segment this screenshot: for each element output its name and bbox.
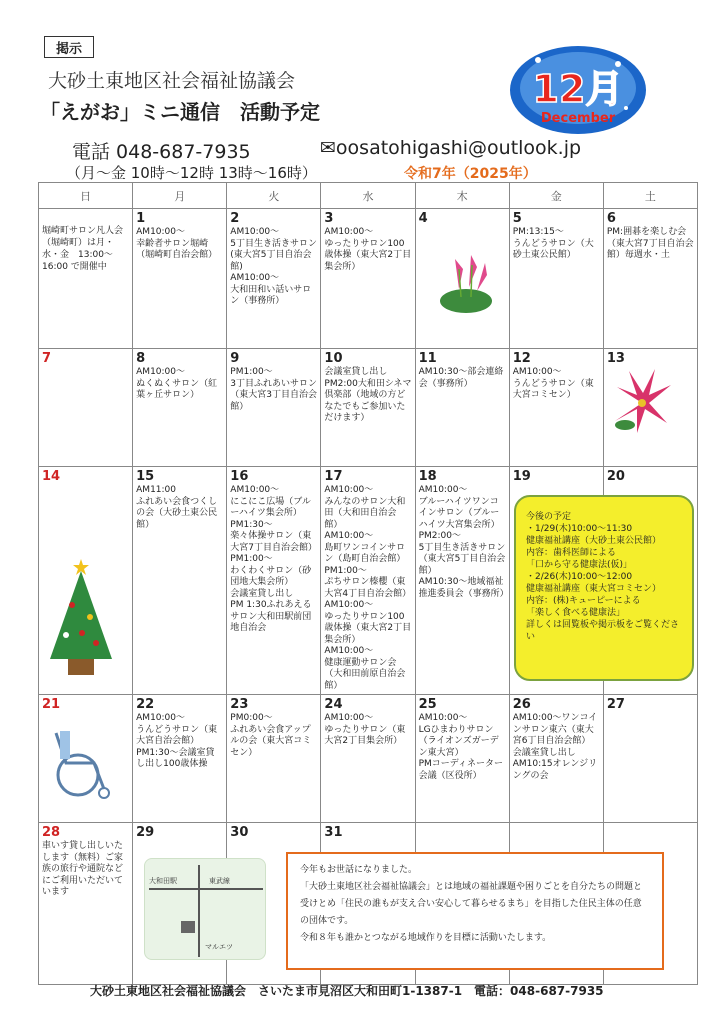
day-number: 30: [230, 825, 249, 840]
event-text: 会議室貸し出し PM2:00大和田シネマ倶楽部（地域の方どなたでもご参加いただけます）: [324, 367, 412, 423]
page-title: 「えがお」ミニ通信 活動予定: [40, 100, 320, 124]
event-text: AM10:00～ 5丁目生き活きサロン(東大宮5丁目自治会館) AM10:00～ 大和田和い話いサロン（事務所）: [230, 227, 318, 306]
weekday-tue: 火: [227, 183, 321, 209]
event-text: PM:13:15～ うんどうサロン（大砂土東公民館）: [512, 227, 594, 260]
event-text: AM10:00～ ブルーハイツワンコインサロン（ブルーハイツ大宮集会所） PM2:00～ 5丁目生き活きサロン（東大宮5丁目自治会館） AM10:30～地域福祉推進委員会（事務所）: [418, 485, 509, 599]
day-cell: [321, 467, 415, 695]
event-text: AM10:00～ ゆったりサロン（東大宮2丁目集会所）: [324, 713, 406, 746]
map-label-store: マルエツ: [205, 943, 233, 951]
day-number: 27: [606, 697, 625, 712]
day-number: 9: [230, 351, 240, 366]
day-cell: [133, 349, 227, 467]
era-year: 令和7年（2025年）: [404, 166, 537, 182]
month-logo: [508, 38, 648, 136]
day-cell: [39, 349, 133, 467]
day-number: 8: [136, 351, 146, 366]
day-cell: [39, 823, 133, 985]
salon-note: 堀崎町サロン凡人会（堀崎町）は月・水・金 13:00～16:00 で開催中: [42, 226, 124, 272]
email-address[interactable]: [320, 137, 581, 159]
event-text: AM10:00～ ぬくぬくサロン（紅葉ヶ丘サロン）: [136, 367, 218, 400]
poinsettia-icon: [607, 367, 677, 439]
phone-number: 電話 048-687-7935: [72, 141, 251, 163]
day-number: 11: [418, 351, 437, 366]
day-number: 6: [606, 211, 616, 226]
day-cell: [227, 349, 321, 467]
event-text: AM10:00～ ゆったりサロン100歳体操（東大宮2丁目集会所）: [324, 227, 412, 272]
day-cell: [321, 209, 415, 349]
week-row: [39, 349, 698, 467]
day-number: 17: [324, 469, 343, 484]
day-number: 3: [324, 211, 334, 226]
event-text: AM10:00～ にこにこ広場（ブルーハイツ集会所） PM1:30～ 楽々体操サロン（東大宮7丁目自治会館） PM1:00～ わくわくサロン（砂団地大集会所） 会議室貸し出し PM 1:30ふれあえるサロン大和田駅前団地自治会: [230, 485, 318, 633]
day-cell: [509, 695, 603, 823]
event-text: AM10:00～ うんどうサロン（東大宮自治会館） PM1:30～会議室貸し出し100歳体操: [136, 713, 218, 769]
event-text: AM10:00～ LGひまわりサロン（ライオンズガーデン東大宮） PMコーディネーター会議（区役所）: [418, 713, 504, 781]
day-number: 14: [42, 469, 61, 484]
day-cell: [39, 695, 133, 823]
event-text: AM11:00 ふれあい会食つくしの会（大砂土東公民館）: [136, 485, 218, 530]
wheelchair-rental-note: 車いす貸し出しいたします（無料）ご家族の旅行や通院などにご利用いただいています: [42, 841, 124, 897]
event-text: PM:囲碁を楽しむ会（東大宮7丁目自治会館）毎週水・土: [606, 227, 694, 260]
map-label-line: 東武線: [209, 877, 230, 885]
day-number: 25: [418, 697, 437, 712]
event-text: PM1:00～ 3丁目ふれあいサロン（東大宮3丁目自治会館）: [230, 367, 318, 412]
day-cell: [227, 695, 321, 823]
email-text[interactable]: oosatohigashi@outlook.jp: [335, 137, 582, 159]
day-number: 24: [324, 697, 343, 712]
month-english: December: [540, 111, 616, 126]
day-number: 12: [512, 351, 531, 366]
day-number: 1: [136, 211, 146, 226]
day-cell: [415, 209, 509, 349]
month-number: 12月: [532, 67, 624, 111]
day-cell: [509, 209, 603, 349]
notice-badge: 掲示: [44, 36, 94, 58]
day-cell: [603, 349, 697, 467]
day-number: 28: [42, 825, 61, 840]
event-text: AM10:00～ うんどうサロン（東大宮コミセン）: [512, 367, 594, 400]
day-cell: [321, 349, 415, 467]
event-text: PM0:00～ ふれあい会食アップルの会（東大宮コミセン）: [230, 713, 312, 758]
office-hours: （月～金 10時～12時 13時～16時）: [66, 164, 317, 182]
event-text: AM10:00～ 幸齢者サロン堀崎（堀崎町自治会館）: [136, 227, 218, 260]
office-map: [144, 858, 266, 960]
day-number: 22: [136, 697, 155, 712]
day-number: 18: [418, 469, 437, 484]
day-number: 23: [230, 697, 249, 712]
day-number: 2: [230, 211, 240, 226]
day-number: 5: [512, 211, 522, 226]
day-number: 26: [512, 697, 531, 712]
event-text: AM10:30～部会連絡会（事務所）: [418, 367, 504, 389]
map-label-station: 大和田駅: [149, 877, 177, 885]
week-row: [39, 209, 698, 349]
weekday-mon: 月: [133, 183, 227, 209]
footer-contact: 大砂土東地区社会福祉協議会 さいたま市見沼区大和田町1-1387-1 電話：048-687-7935: [90, 984, 604, 998]
year-end-message: 今年もお世話になりました。 「大砂土東地区社会福祉協議会」とは地域の福祉課題や困りごとを自分たちの問題と受けとめ「住民の誰もが支え合い安心して暮らせるまち」を目指した住民主体の任意の団体です。 令和８年も誰かとつながる地域作りを目標に活動いたします。: [286, 852, 664, 970]
organization-name: 大砂土東地区社会福祉協議会: [48, 70, 296, 92]
day-cell: [509, 349, 603, 467]
mail-icon: ✉: [320, 137, 336, 159]
weekday-sat: 土: [603, 183, 697, 209]
day-number: 4: [418, 211, 428, 226]
upcoming-schedule-box: 今後の予定 ・1/29(木)10:00～11:30 健康福祉講座（大砂土東公民館） 内容：歯科医師による 「口から守る健康法(仮)」 ・2/26(木)10:00～12:00 健康福祉講座（東大宮コミセン） 内容：(株)キューピーによる 「楽しく食べる健康法」 詳しくは回覧板や掲示板をご覧ください: [514, 495, 694, 681]
day-cell: [415, 467, 509, 695]
wheelchair-icon: [42, 723, 112, 803]
weekday-thu: 木: [415, 183, 509, 209]
day-cell: [133, 695, 227, 823]
event-text: AM10:00～ワンコインサロン東六（東大宮6丁目自治会館） 会議室貸し出し AM10:15オレンジリングの会: [512, 713, 598, 781]
weekday-sun: 日: [39, 183, 133, 209]
day-number: 29: [136, 825, 155, 840]
day-number: 7: [42, 351, 52, 366]
day-number: 16: [230, 469, 249, 484]
weekday-header: [39, 183, 698, 209]
day-cell: [133, 209, 227, 349]
day-number: 10: [324, 351, 343, 366]
weekday-wed: 水: [321, 183, 415, 209]
day-number: 31: [324, 825, 343, 840]
event-text: AM10:00～ みんなのサロン大和田（大和田自治会館） AM10:00～ 島町ワンコインサロン（島町自治会館） PM1:00～ ぷちサロン榛櫻（東大宮4丁目自治会館） AM10:00～ ゆったりサロン100歳体操（東大宮2丁目集会所） AM10:00～ 健康運動サロン会（大和田前原自治会館）: [324, 485, 412, 691]
day-cell: [603, 209, 697, 349]
map-drawing: [145, 859, 267, 961]
day-cell: [39, 209, 133, 349]
christmas-tree-icon: [42, 555, 120, 685]
day-number: 20: [606, 469, 625, 484]
day-cell: [227, 209, 321, 349]
cyclamen-icon: [431, 239, 501, 319]
day-number: 15: [136, 469, 155, 484]
week-row: [39, 695, 698, 823]
day-cell: [39, 467, 133, 695]
day-number: 19: [512, 469, 531, 484]
day-cell: [603, 695, 697, 823]
day-cell: [415, 695, 509, 823]
day-cell: [415, 349, 509, 467]
day-cell: [321, 695, 415, 823]
day-number: 13: [606, 351, 625, 366]
day-cell: [227, 467, 321, 695]
day-number: 21: [42, 697, 61, 712]
day-cell: [133, 467, 227, 695]
weekday-fri: 金: [509, 183, 603, 209]
